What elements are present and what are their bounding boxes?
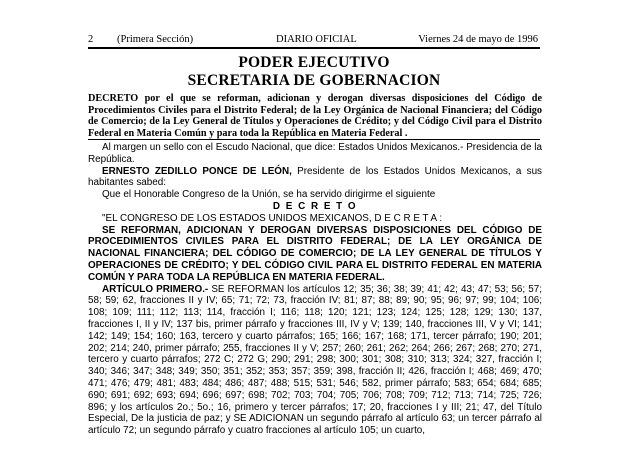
publication-date: Viernes 24 de mayo de 1996	[418, 34, 538, 45]
president-text: Presidente de los Estados Unidos Mexicanos, a sus habitantes sabed:	[88, 165, 542, 189]
section-divider	[88, 139, 540, 140]
decree-summary: DECRETO por el que se reforman, adicionan y derogan diversas disposiciones del Código de Procedimientos Civiles para el Distrito Federal; de la Ley Orgánica de Nacional Financiera; del Código de Comercio; de la Ley General de Títulos y Operaciones de Crédito; y del Código Civil para el Distrito Federal en Materia Común y para toda la República en Materia Federal .	[88, 93, 542, 140]
congress-decrees: "EL CONGRESO DE LOS ESTADOS UNIDOS MEXICANOS, D E C R E T A :	[102, 212, 443, 224]
decreto-heading: D E C R E T O	[272, 200, 358, 212]
article-primero	[88, 284, 542, 437]
newspaper-name: DIARIO OFICIAL	[276, 34, 357, 45]
seal-paragraph: Al margen un sello con el Escudo Nacional, que dice: Estados Unidos Mexicanos.- Presidencia de la República.	[88, 142, 542, 165]
article-text: SE REFORMAN los artículos 12; 35; 36; 38; 39; 41; 42; 43; 47; 53; 56; 57; 58; 59; 62, fracciones II y IV; 65; 71; 72; 73, fracción IV; 81; 87; 88; 89; 90; 95; 96; 97; 99; 104; 106; 108; 109; 111; 112; 113; 114, fracción I; 116; 118; 120; 121; 123; 124; 125; 128; 129; 130; 137, fracciones I, II y IV; 137 bis, primer párrafo y fracciones III, IV y V; 139; 140, fracciones III, V y VI; 141; 142; 149; 154; 160; 163, tercero y cuarto párrafos; 165; 166; 167; 168; 171, tercer párrafo; 190; 201; 202; 214; 240, primer párrafo; 255, fracciones II y V; 257; 260; 261; 262; 264; 266; 267; 268; 270; 271, tercero y cuarto párrafos; 272 C; 272 G; 290; 291; 298; 300; 301; 308; 310; 313; 324; 327, fracción I; 340; 346; 347; 348; 349; 350; 351; 352; 353; 357; 359; 398, fracción II; 426, fracción I; 468; 469; 470; 471; 476; 479; 481; 483; 484; 486; 487; 488; 515; 531; 546; 582, primer párrafo; 583; 654; 684; 685; 690; 691; 692; 693; 694; 696; 697; 698; 702; 703; 704; 705; 706; 708; 709; 712; 713; 714; 725; 726; 896; y los artículos 2o.; 5o.; 16, primero y tercer párrafos; 17; 20, fracciones I y III; 21; 47, del Título Especial, De la justicia de paz; y SE ADICIONAN un segundo párrafo al artículo 63; un tercer párrafo al artículo 72; un segundo párrafo y cuatro fracciones al artículo 105; un cuarto,	[88, 283, 542, 437]
congress-line: Que el Honorable Congreso de la Unión, se ha servido dirigirme el siguiente	[102, 189, 436, 201]
president-name: ERNESTO ZEDILLO PONCE DE LEÓN,	[102, 165, 292, 177]
article-label: ARTÍCULO PRIMERO.-	[102, 283, 209, 295]
title-secretaria: SECRETARIA DE GOBERNACION	[187, 72, 441, 89]
reform-block: SE REFORMAN, ADICIONAN Y DEROGAN DIVERSAS DISPOSICIONES DEL CÓDIGO DE PROCEDIMIENTOS CIVILES PARA EL DISTRITO FEDERAL; DE LA LEY ORGÁNICA DE NACIONAL FINANCIERA; DEL CÓDIGO DE COMERCIO; DE LA LEY GENERAL DE TÍTULOS Y OPERACIONES DE CRÉDITO; Y DEL CÓDIGO CIVIL PARA EL DISTRITO FEDERAL EN MATERIA COMÚN Y PARA TODA LA REPÚBLICA EN MATERIA FEDERAL.	[88, 224, 542, 283]
section-label: (Primera Sección)	[117, 34, 194, 45]
header-rule	[88, 47, 540, 49]
document-body	[88, 142, 542, 437]
page-header	[88, 34, 540, 46]
page-number: 2	[88, 34, 94, 45]
president-paragraph	[88, 166, 542, 190]
title-poder-ejecutivo: PODER EJECUTIVO	[238, 54, 390, 71]
